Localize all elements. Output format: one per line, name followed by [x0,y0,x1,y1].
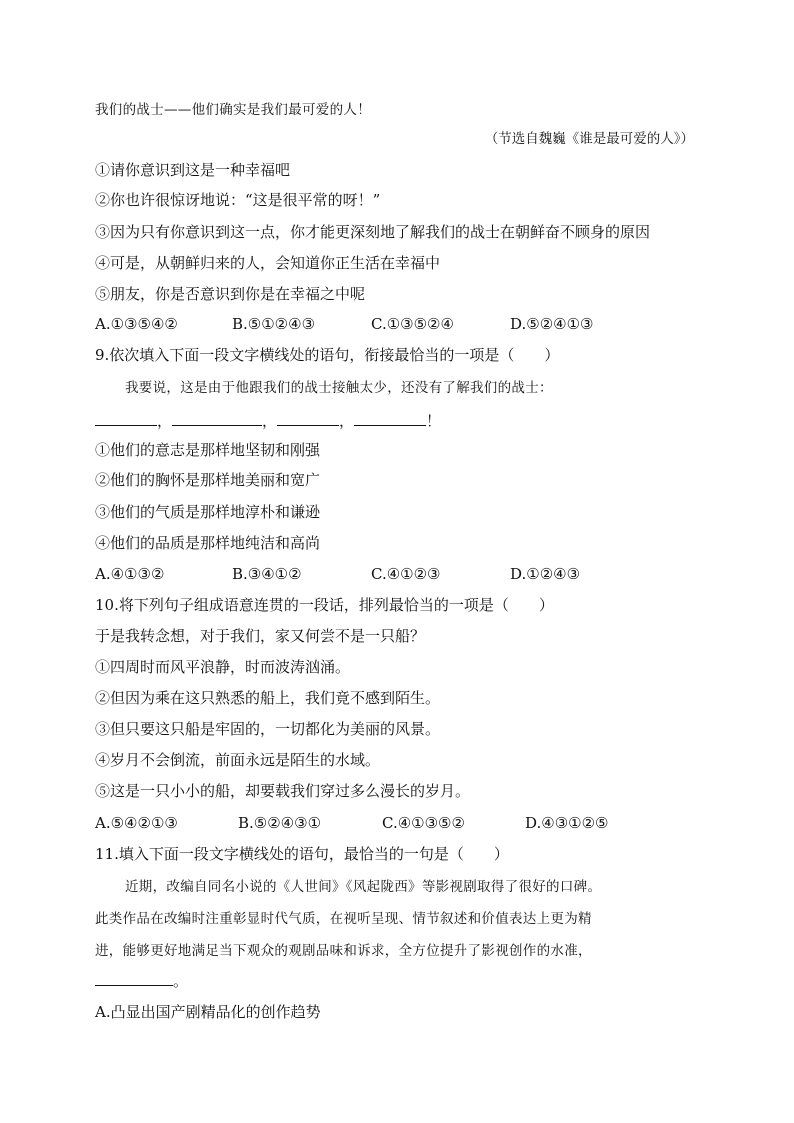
passage-item: ②你也许很惊讶地说：“这是很平常的呀！” [95,191,381,209]
option-b[interactable]: B.⑤①②④③ [232,315,316,333]
question-10-options [95,813,715,833]
option-c[interactable]: C.①③⑤②④ [371,315,454,333]
question-10-stem: 10.将下列句子组成语意连贯的一段话，排列最恰当的一项是（ ） [95,596,554,614]
option-c[interactable]: C.④①②③ [371,565,441,583]
question-10-item: ⑤这是一只小小的船，却要载我们穿过多么漫长的岁月。 [95,782,471,800]
question-11-stem: 11.填入下面一段文字横线处的语句，最恰当的一句是（ ） [95,845,509,863]
blank-4[interactable] [354,409,426,426]
answer-blank[interactable] [95,969,173,986]
question-9-blanks [95,409,705,431]
passage-item: ③因为只有你意识到这一点，你才能更深刻地了解我们的战士在朝鲜奋不顾身的原因 [95,223,651,241]
question-9-item: ②他们的胸怀是那样地美丽和宽广 [95,471,321,489]
blank-3[interactable] [277,409,339,426]
option-d[interactable]: D.④③①②⑤ [525,814,609,832]
passage-item: ①请你意识到这是一种幸福吧 [95,161,291,179]
option-d[interactable]: D.⑤②④①③ [510,315,594,333]
option-a[interactable]: A.⑤④②①③ [95,814,178,832]
question-10-lead: 于是我转念想，对于我们，家又何尝不是一只船？ [95,627,426,645]
question-9-item: ④他们的品质是那样地纯洁和高尚 [95,534,321,552]
passage-options [95,314,715,334]
option-b[interactable]: B.③④①② [232,565,302,583]
blank-2[interactable] [172,409,262,426]
option-b[interactable]: B.⑤②④③① [238,814,322,832]
end-mark: ！ [426,412,442,430]
question-11-para-line: 进，能够更好地满足当下观众的观剧品味和诉求，全方位提升了影视创作的水准， [95,943,592,959]
question-9-item: ③他们的气质是那样地淳朴和谦逊 [95,503,321,521]
question-9-item: ①他们的意志是那样地坚韧和刚强 [95,441,321,459]
separator: ， [339,412,355,430]
option-a[interactable]: A.④①③② [95,565,165,583]
question-10-item: ①四周时而风平浪静，时而波涛汹涌。 [95,658,351,676]
end-mark: 。 [173,972,189,990]
separator: ， [262,412,278,430]
question-11-option-a[interactable]: A.凸显出国产剧精品化的创作趋势 [95,1003,321,1021]
option-d[interactable]: D.①②④③ [510,565,581,583]
question-10-item: ③但只要这只船是牢固的，一切都化为美丽的风景。 [95,720,441,738]
blank-1[interactable] [95,409,157,426]
option-c[interactable]: C.④①③⑤② [382,814,465,832]
passage-tail: 我们的战士——他们确实是我们最可爱的人！ [95,102,371,118]
question-11-blank-line [95,969,705,991]
question-9-stem: 9.依次填入下面一段文字横线处的语句，衔接最恰当的一项是（ ） [95,346,560,364]
question-10-item: ④岁月不会倒流，前面永远是陌生的水域。 [95,751,381,769]
question-11-para-line: 近期，改编自同名小说的《人世间》《风起陇西》等影视剧取得了很好的口碑。 [125,879,602,895]
question-9-text: 我要说，这是由于他跟我们的战士接触太少，还没有了解我们的战士： [125,380,553,396]
question-10-item: ②但因为乘在这只熟悉的船上，我们竟不感到陌生。 [95,689,441,707]
passage-item: ⑤朋友，你是否意识到你是在幸福之中呢 [95,285,366,303]
option-a[interactable]: A.①③⑤④② [95,315,178,333]
question-9-options [95,564,715,584]
question-11-para-line: 此类作品在改编时注重彰显时代气质，在视听呈现、情节叙述和价值表达上更为精 [95,911,592,927]
passage-source: （节选自魏巍《谁是最可爱的人》） [484,131,694,147]
passage-item: ④可是，从朝鲜归来的人，会知道你正生活在幸福中 [95,254,441,272]
separator: ， [157,412,173,430]
